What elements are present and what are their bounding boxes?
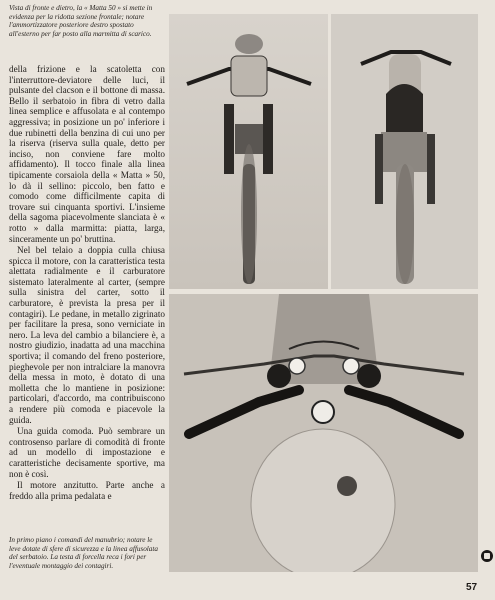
- motorcycle-front-image: [169, 14, 328, 289]
- photo-handlebar-controls: [169, 294, 478, 572]
- article-body: [9, 64, 165, 534]
- handlebar-image: [169, 294, 478, 572]
- caption-bottom: In primo piano i comandi del manubrio; notare le leve dotate di sfere di sicurezza e la linea affusolata del serbatoio. La testa di forcella reca i fori per l'eventuale montaggio dei contagiri.: [9, 536, 158, 570]
- paragraph-3: Una guida comoda. Può sembrare un controsenso parlare di comodità di fronte ad un modello di impostazione e caratteristiche decisamente sportive, ma non è così.: [9, 426, 165, 479]
- motorcycle-rear-image: [331, 14, 478, 289]
- caption-top: Vista di fronte e dietro, la « Matta 50 » si mette in evidenza per la ridotta sezione frontale; notare l'ammortizzatore posteriore destro spostato all'esterno per far posto alla marmitta di scarico.: [9, 4, 153, 38]
- paragraph-2: Nel bel telaio a doppia culla chiusa spicca il motore, con la caratteristica testa alettata radialmente e il carburatore sistemato lateralmente al carter, (sempre sulla sinistra del carter, sotto il carburatore, è prevista la presa per il contagiri). Le pedane, in metallo zigrinato per facilitare la presa, sono verniciate in nero. La leva del cambio a bilanciere è, a nostro giudizio, inadatta ad una macchina sportiva; il comando del freno posteriore, pieghevole per non intralciare la manovra della messa in moto, è dotato di una molletta che lo mantiene in posizione: particolari, d'accordo, ma contribuiscono a rendere più comoda e piacevole la guida.: [9, 245, 165, 425]
- photo-front-view: [169, 14, 328, 289]
- paragraph-1: della frizione e la scatoletta con l'interruttore-deviatore delle luci, il pulsante del clacson e il bottone di massa. Bello il serbatoio in fibra di vetro dalla linea semplice e affusolata e al contempo aggressiva; in posizione un po' inferiore i due rubinetti della benzina di cui uno per la riserva (riserva sulla quale, detto per inciso, non conviene fare molto affidamento). Il tocco finale alla linea tipicamente corsaiola della « Matta » 50, lo dà il sellino: piccolo, ben fatto e comodo come difficilmente capita di trovare sui cinquanta sportivi. L'insieme della sagoma piacevolmente slanciata è « rotto » dalla marmitta: piatta, larga, sinceramente un po' bruttina.: [9, 64, 165, 244]
- end-of-article-icon: [481, 550, 493, 562]
- photo-rear-view: [331, 14, 478, 289]
- page-number: 57: [466, 582, 478, 593]
- paragraph-4: Il motore anzitutto. Parte anche a freddo alla prima pedalata e: [9, 480, 165, 501]
